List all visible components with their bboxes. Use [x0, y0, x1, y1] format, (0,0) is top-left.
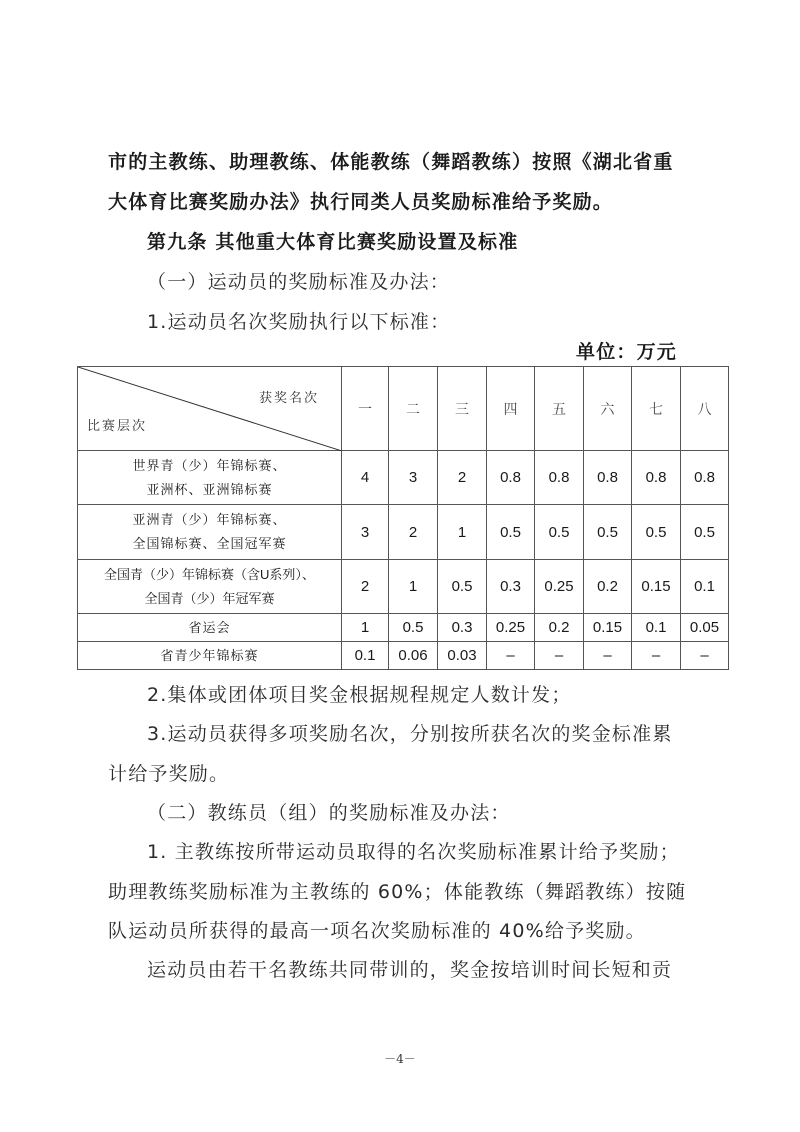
award-value-cell: 1 [342, 614, 389, 642]
award-value-cell: 0.05 [681, 614, 729, 642]
award-value-cell: 2 [389, 505, 438, 560]
competition-level-cell [78, 560, 342, 614]
table-row [78, 614, 729, 642]
award-value-cell: – [535, 642, 584, 670]
section-heading: （一）运动员的奖励标准及办法： [147, 271, 451, 293]
award-value-cell: 0.5 [632, 505, 681, 560]
list-item: 1.运动员名次奖励执行以下标准： [147, 311, 451, 333]
award-value-cell: 0.1 [681, 560, 729, 614]
table-row [78, 560, 729, 614]
competition-name-line: 省运会 [188, 619, 231, 635]
article-heading: 第九条 其他重大体育比赛奖励设置及标准 [147, 231, 519, 253]
paragraph-line: 助理教练奖励标准为主教练的 60%；体能教练（舞蹈教练）按随 [108, 881, 687, 903]
competition-level-cell [78, 642, 342, 670]
award-value-cell: 0.25 [535, 560, 584, 614]
competition-name-line: 亚洲杯、亚洲锦标赛 [146, 481, 273, 497]
competition-level-cell [78, 505, 342, 560]
competition-name-line: 省青少年锦标赛 [160, 647, 259, 663]
unit-label: 单位：万元 [576, 341, 678, 363]
award-value-cell: 1 [389, 560, 438, 614]
section-heading: （二）教练员（组）的奖励标准及办法： [147, 802, 511, 824]
competition-name-line: 全国青（少）年冠军赛 [144, 590, 275, 606]
award-value-cell: 0.3 [487, 560, 535, 614]
award-value-cell: 2 [342, 560, 389, 614]
award-standards-table [77, 366, 729, 670]
rank-header: 六 [584, 367, 632, 451]
competition-level-cell [78, 451, 342, 505]
award-value-cell: 0.8 [487, 451, 535, 505]
award-value-cell: 0.3 [438, 614, 487, 642]
competition-name-line: 亚洲青（少）年锦标赛、 [132, 512, 287, 527]
rank-axis-label: 获奖名次 [258, 390, 319, 405]
table-header-row [78, 367, 729, 451]
award-value-cell: 0.2 [535, 614, 584, 642]
paragraph-line: 市的主教练、助理教练、体能教练（舞蹈教练）按照《湖北省重 [108, 151, 674, 173]
award-value-cell: 0.2 [584, 560, 632, 614]
competition-name-line: 世界青（少）年锦标赛、 [132, 457, 287, 473]
award-value-cell: 0.5 [535, 505, 584, 560]
award-value-cell: 0.5 [681, 505, 729, 560]
award-value-cell: 0.03 [438, 642, 487, 670]
award-value-cell: 0.5 [389, 614, 438, 642]
paragraph-line: 大体育比赛奖励办法》执行同类人员奖励标准给予奖励。 [108, 191, 614, 213]
paragraph-line: 队运动员所获得的最高一项名次奖励标准的 40%给予奖励。 [108, 920, 646, 942]
competition-name-line: 全国锦标赛、全国冠军赛 [132, 536, 287, 551]
award-value-cell: 0.1 [632, 614, 681, 642]
award-value-cell: – [487, 642, 535, 670]
award-value-cell: 3 [342, 505, 389, 560]
award-value-cell: 4 [342, 451, 389, 505]
rank-header: 四 [487, 367, 535, 451]
list-item-continuation: 计给予奖励。 [108, 763, 230, 785]
award-value-cell: 3 [389, 451, 438, 505]
rank-header: 一 [342, 367, 389, 451]
award-value-cell: 0.8 [584, 451, 632, 505]
award-value-cell: – [681, 642, 729, 670]
award-value-cell: 1 [438, 505, 487, 560]
table-row [78, 642, 729, 670]
list-item: 3.运动员获得多项奖励名次，分别按所获名次的奖金标准累 [147, 723, 673, 745]
table-row [78, 505, 729, 560]
award-value-cell: 0.5 [438, 560, 487, 614]
award-value-cell: 0.15 [584, 614, 632, 642]
award-value-cell: 0.15 [632, 560, 681, 614]
competition-level-cell [78, 614, 342, 642]
page-number: －4－ [384, 1052, 416, 1066]
award-value-cell: 0.1 [342, 642, 389, 670]
diagonal-corner-cell [78, 367, 342, 451]
award-value-cell: 0.8 [632, 451, 681, 505]
diagonal-line [78, 367, 342, 451]
paragraph-line: 运动员由若干名教练共同带训的，奖金按培训时间长短和贡 [147, 959, 673, 981]
rank-header: 二 [389, 367, 438, 451]
award-value-cell: – [632, 642, 681, 670]
award-value-cell: 0.06 [389, 642, 438, 670]
paragraph-line: 1. 主教练按所带运动员取得的名次奖励标准累计给予奖励； [147, 841, 680, 863]
list-item: 2.集体或团体项目奖金根据规程规定人数计发； [147, 684, 572, 706]
rank-header: 三 [438, 367, 487, 451]
award-value-cell: 0.5 [584, 505, 632, 560]
rank-header: 七 [632, 367, 681, 451]
award-value-cell: 0.25 [487, 614, 535, 642]
table-row [78, 451, 729, 505]
award-value-cell: 0.8 [535, 451, 584, 505]
award-value-cell: 2 [438, 451, 487, 505]
competition-name-line: 全国青（少）年锦标赛（含U系列）、 [104, 566, 315, 582]
award-value-cell: 0.5 [487, 505, 535, 560]
rank-header: 五 [535, 367, 584, 451]
rank-header: 八 [681, 367, 729, 451]
level-axis-label: 比赛层次 [87, 418, 148, 433]
award-value-cell: 0.8 [681, 451, 729, 505]
award-value-cell: – [584, 642, 632, 670]
